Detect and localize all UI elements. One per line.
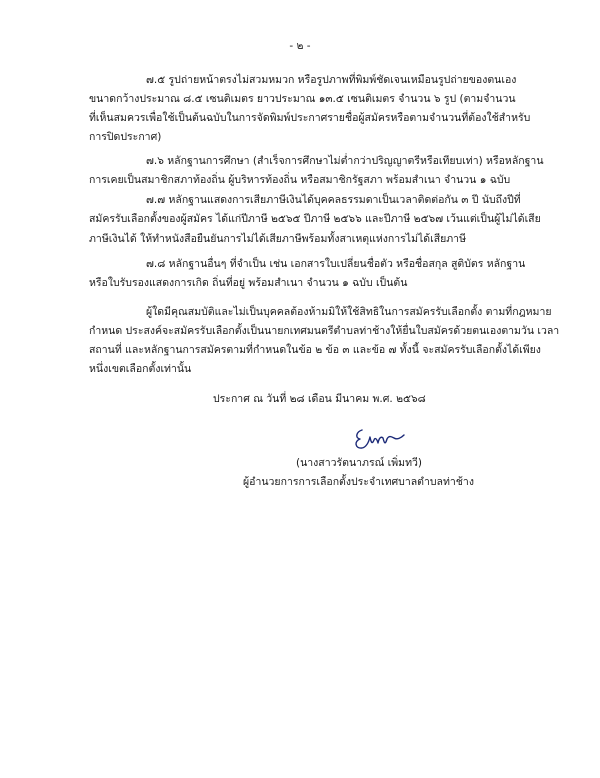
item-7-8-line-2: หรือใบรับรองแสดงการเกิด ถิ่นที่อยู่ พร้อมสำเนา จำนวน ๑ ฉบับ เป็นต้น — [89, 277, 408, 289]
item-7-7-line-1: ๗.๗ หลักฐานแสดงการเสียภาษีเงินได้บุคคลธรรมดาเป็นเวลาติดต่อกัน ๓ ปี นับถึงปีที่ — [146, 194, 521, 206]
announcement-date: ประกาศ ณ วันที่ ๒๘ เดือน มีนาคม พ.ศ. ๒๕๖๘ — [213, 393, 426, 405]
page-number: - ๒ - — [289, 40, 311, 52]
signer-position: ผู้อำนวยการการเลือกตั้งประจำเทศบาลตำบลท่าช้าง — [243, 476, 474, 488]
item-7-6-line-2: การเคยเป็นสมาชิกสภาท้องถิ่น ผู้บริหารท้องถิ่น หรือสมาชิกรัฐสภา พร้อมสำเนา จำนวน ๑ ฉบับ — [89, 174, 511, 186]
item-7-8-line-1: ๗.๘ หลักฐานอื่นๆ ที่จำเป็น เช่น เอกสารใบเปลี่ยนชื่อตัว หรือชื่อสกุล สูติบัตร หลักฐาน — [146, 258, 526, 270]
item-7-5-line-4: การปิดประกาศ) — [89, 131, 162, 143]
closing-paragraph-line-4: หนึ่งเขตเลือกตั้งเท่านั้น — [89, 363, 192, 375]
closing-paragraph-line-1: ผู้ใดมีคุณสมบัติและไม่เป็นบุคคลต้องห้ามมิให้ใช้สิทธิในการสมัครรับเลือกตั้ง ตามที่กฎหมาย — [146, 306, 552, 318]
item-7-7-line-2: สมัครรับเลือกตั้งของผู้สมัคร ได้แก่ปีภาษี ๒๕๖๕ ปีภาษี ๒๕๖๖ และปีภาษี ๒๕๖๗ เว้นแต่เป็นผู้ไม่ได้เสีย — [89, 213, 541, 225]
item-7-5-line-3: ที่เห็นสมควรเพื่อใช้เป็นต้นฉบับในการจัดพิมพ์ประกาศรายชื่อผู้สมัครหรือตามจำนวนที่ต้องใช้สำหรับ — [89, 112, 531, 124]
closing-paragraph-line-2: กำหนด ประสงค์จะสมัครรับเลือกตั้งเป็นนายกเทศมนตรีตำบลท่าช้างให้ยื่นใบสมัครด้วยตนเองตามวัน เวลา — [89, 325, 560, 337]
closing-paragraph-line-3: สถานที่ และหลักฐานการสมัครตามที่กำหนดในข้อ ๒ ข้อ ๓ และข้อ ๗ ทั้งนี้ จะสมัครรับเลือกตั้งได้เพียง — [89, 344, 541, 356]
item-7-5-line-1: ๗.๕ รูปถ่ายหน้าตรงไม่สวมหมวก หรือรูปภาพที่พิมพ์ชัดเจนเหมือนรูปถ่ายของตนเอง — [146, 74, 517, 86]
item-7-5-line-2: ขนาดกว้างประมาณ ๘.๕ เซนติเมตร ยาวประมาณ ๑๓.๕ เซนติเมตร จำนวน ๖ รูป (ตามจำนวน — [89, 93, 516, 105]
item-7-7-line-3: ภาษีเงินได้ ให้ทำหนังสือยืนยันการไม่ได้เสียภาษีพร้อมทั้งสาเหตุแห่งการไม่ได้เสียภาษี — [89, 233, 466, 245]
signature-mark — [348, 424, 408, 454]
signer-name: (นางสาวรัตนาภรณ์ เพิ่มทวี) — [296, 457, 423, 469]
item-7-6-line-1: ๗.๖ หลักฐานการศึกษา (สำเร็จการศึกษาไม่ต่ำกว่าปริญญาตรีหรือเทียบเท่า) หรือหลักฐาน — [146, 155, 544, 167]
